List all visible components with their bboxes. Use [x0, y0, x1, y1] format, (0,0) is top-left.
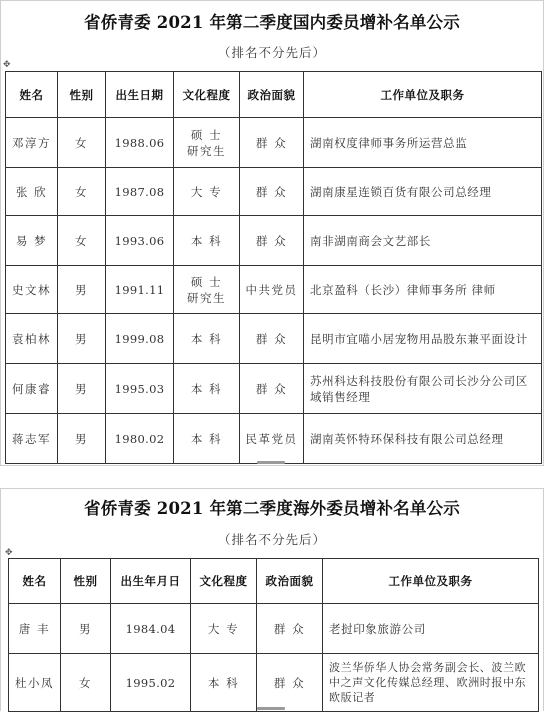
cell-education: 本 科 — [174, 414, 240, 464]
cell-employer: 南非湖南商会文艺部长 — [304, 216, 542, 266]
cell-political: 群 众 — [240, 168, 304, 216]
table-row — [6, 168, 542, 216]
header-education: 文化程度 — [174, 72, 240, 118]
table-header-row — [6, 72, 542, 118]
overseas-title: 省侨青委 2021 年第二季度海外委员增补名单公示 — [84, 499, 460, 518]
cell-employer: 波兰华侨华人协会常务副会长、波兰欧中之声文化传媒总经理、欧洲时报中东欧版记者 — [323, 654, 539, 712]
header-birthdate: 出生年月日 — [111, 559, 191, 604]
table-header-row — [9, 559, 539, 604]
cell-political: 群 众 — [240, 216, 304, 266]
cell-education: 本 科 — [174, 216, 240, 266]
cell-political: 群 众 — [240, 314, 304, 364]
resize-handle[interactable] — [257, 707, 285, 710]
header-employer: 工作单位及职务 — [323, 559, 539, 604]
cell-name: 唐 丰 — [9, 604, 61, 654]
table-row — [6, 364, 542, 414]
cell-gender: 男 — [58, 414, 106, 464]
cell-political: 群 众 — [240, 118, 304, 168]
overseas-subtitle: （排名不分先后） — [217, 532, 326, 547]
cell-birthdate: 1988.06 — [106, 118, 174, 168]
cell-education: 大 专 — [191, 604, 257, 654]
cell-gender: 男 — [58, 364, 106, 414]
cell-gender: 女 — [58, 118, 106, 168]
header-political: 政治面貌 — [240, 72, 304, 118]
table-row — [6, 314, 542, 364]
cell-gender: 女 — [58, 216, 106, 266]
overseas-section — [0, 488, 544, 711]
cell-education: 大 专 — [174, 168, 240, 216]
cell-gender: 男 — [58, 266, 106, 314]
header-employer: 工作单位及职务 — [304, 72, 542, 118]
header-political: 政治面貌 — [257, 559, 323, 604]
cell-political: 群 众 — [240, 364, 304, 414]
domestic-table — [5, 71, 542, 464]
table-row — [6, 216, 542, 266]
cell-birthdate: 1995.02 — [111, 654, 191, 712]
cell-education: 硕 士 研究生 — [174, 118, 240, 168]
cell-political: 中共党员 — [240, 266, 304, 314]
cell-gender: 男 — [61, 604, 111, 654]
cell-gender: 男 — [58, 314, 106, 364]
header-gender: 性别 — [58, 72, 106, 118]
cell-birthdate: 1993.06 — [106, 216, 174, 266]
cell-birthdate: 1980.02 — [106, 414, 174, 464]
cell-name: 何康睿 — [6, 364, 58, 414]
cell-birthdate: 1991.11 — [106, 266, 174, 314]
cell-name: 蒋志军 — [6, 414, 58, 464]
cell-employer: 湖南权度律师事务所运营总监 — [304, 118, 542, 168]
cell-name: 杜小凤 — [9, 654, 61, 712]
cell-birthdate: 1987.08 — [106, 168, 174, 216]
cell-political: 民革党员 — [240, 414, 304, 464]
cell-name: 袁柏林 — [6, 314, 58, 364]
header-gender: 性别 — [61, 559, 111, 604]
cell-education: 本 科 — [174, 314, 240, 364]
table-row — [6, 414, 542, 464]
cell-name: 易 梦 — [6, 216, 58, 266]
table-row — [6, 266, 542, 314]
cell-gender: 女 — [58, 168, 106, 216]
resize-handle[interactable] — [257, 461, 285, 464]
table-row — [6, 118, 542, 168]
cell-name: 史文林 — [6, 266, 58, 314]
cell-employer: 昆明市宜喵小居宠物用品股东兼平面设计 — [304, 314, 542, 364]
cell-employer: 苏州科达科技股份有限公司长沙分公司区域销售经理 — [304, 364, 542, 414]
cell-name: 邓淳方 — [6, 118, 58, 168]
overseas-table — [8, 558, 539, 712]
cell-education: 本 科 — [174, 364, 240, 414]
move-handle-icon[interactable]: ✥ — [5, 548, 13, 558]
header-birthdate: 出生日期 — [106, 72, 174, 118]
header-name: 姓名 — [9, 559, 61, 604]
cell-political: 群 众 — [257, 604, 323, 654]
cell-employer: 老挝印象旅游公司 — [323, 604, 539, 654]
cell-birthdate: 1984.04 — [111, 604, 191, 654]
header-education: 文化程度 — [191, 559, 257, 604]
move-handle-icon[interactable]: ✥ — [3, 60, 11, 70]
domestic-subtitle: （排名不分先后） — [217, 45, 326, 60]
cell-employer: 北京盈科（长沙）律师事务所 律师 — [304, 266, 542, 314]
cell-gender: 女 — [61, 654, 111, 712]
table-row — [9, 604, 539, 654]
cell-name: 张 欣 — [6, 168, 58, 216]
cell-birthdate: 1995.03 — [106, 364, 174, 414]
cell-education: 硕 士 研究生 — [174, 266, 240, 314]
header-name: 姓名 — [6, 72, 58, 118]
cell-education: 本 科 — [191, 654, 257, 712]
domestic-title: 省侨青委 2021 年第二季度国内委员增补名单公示 — [84, 13, 460, 32]
cell-political: 群 众 — [257, 654, 323, 712]
table-row — [9, 654, 539, 712]
cell-employer: 湖南英怀特环保科技有限公司总经理 — [304, 414, 542, 464]
cell-employer: 湖南康星连锁百货有限公司总经理 — [304, 168, 542, 216]
cell-birthdate: 1999.08 — [106, 314, 174, 364]
